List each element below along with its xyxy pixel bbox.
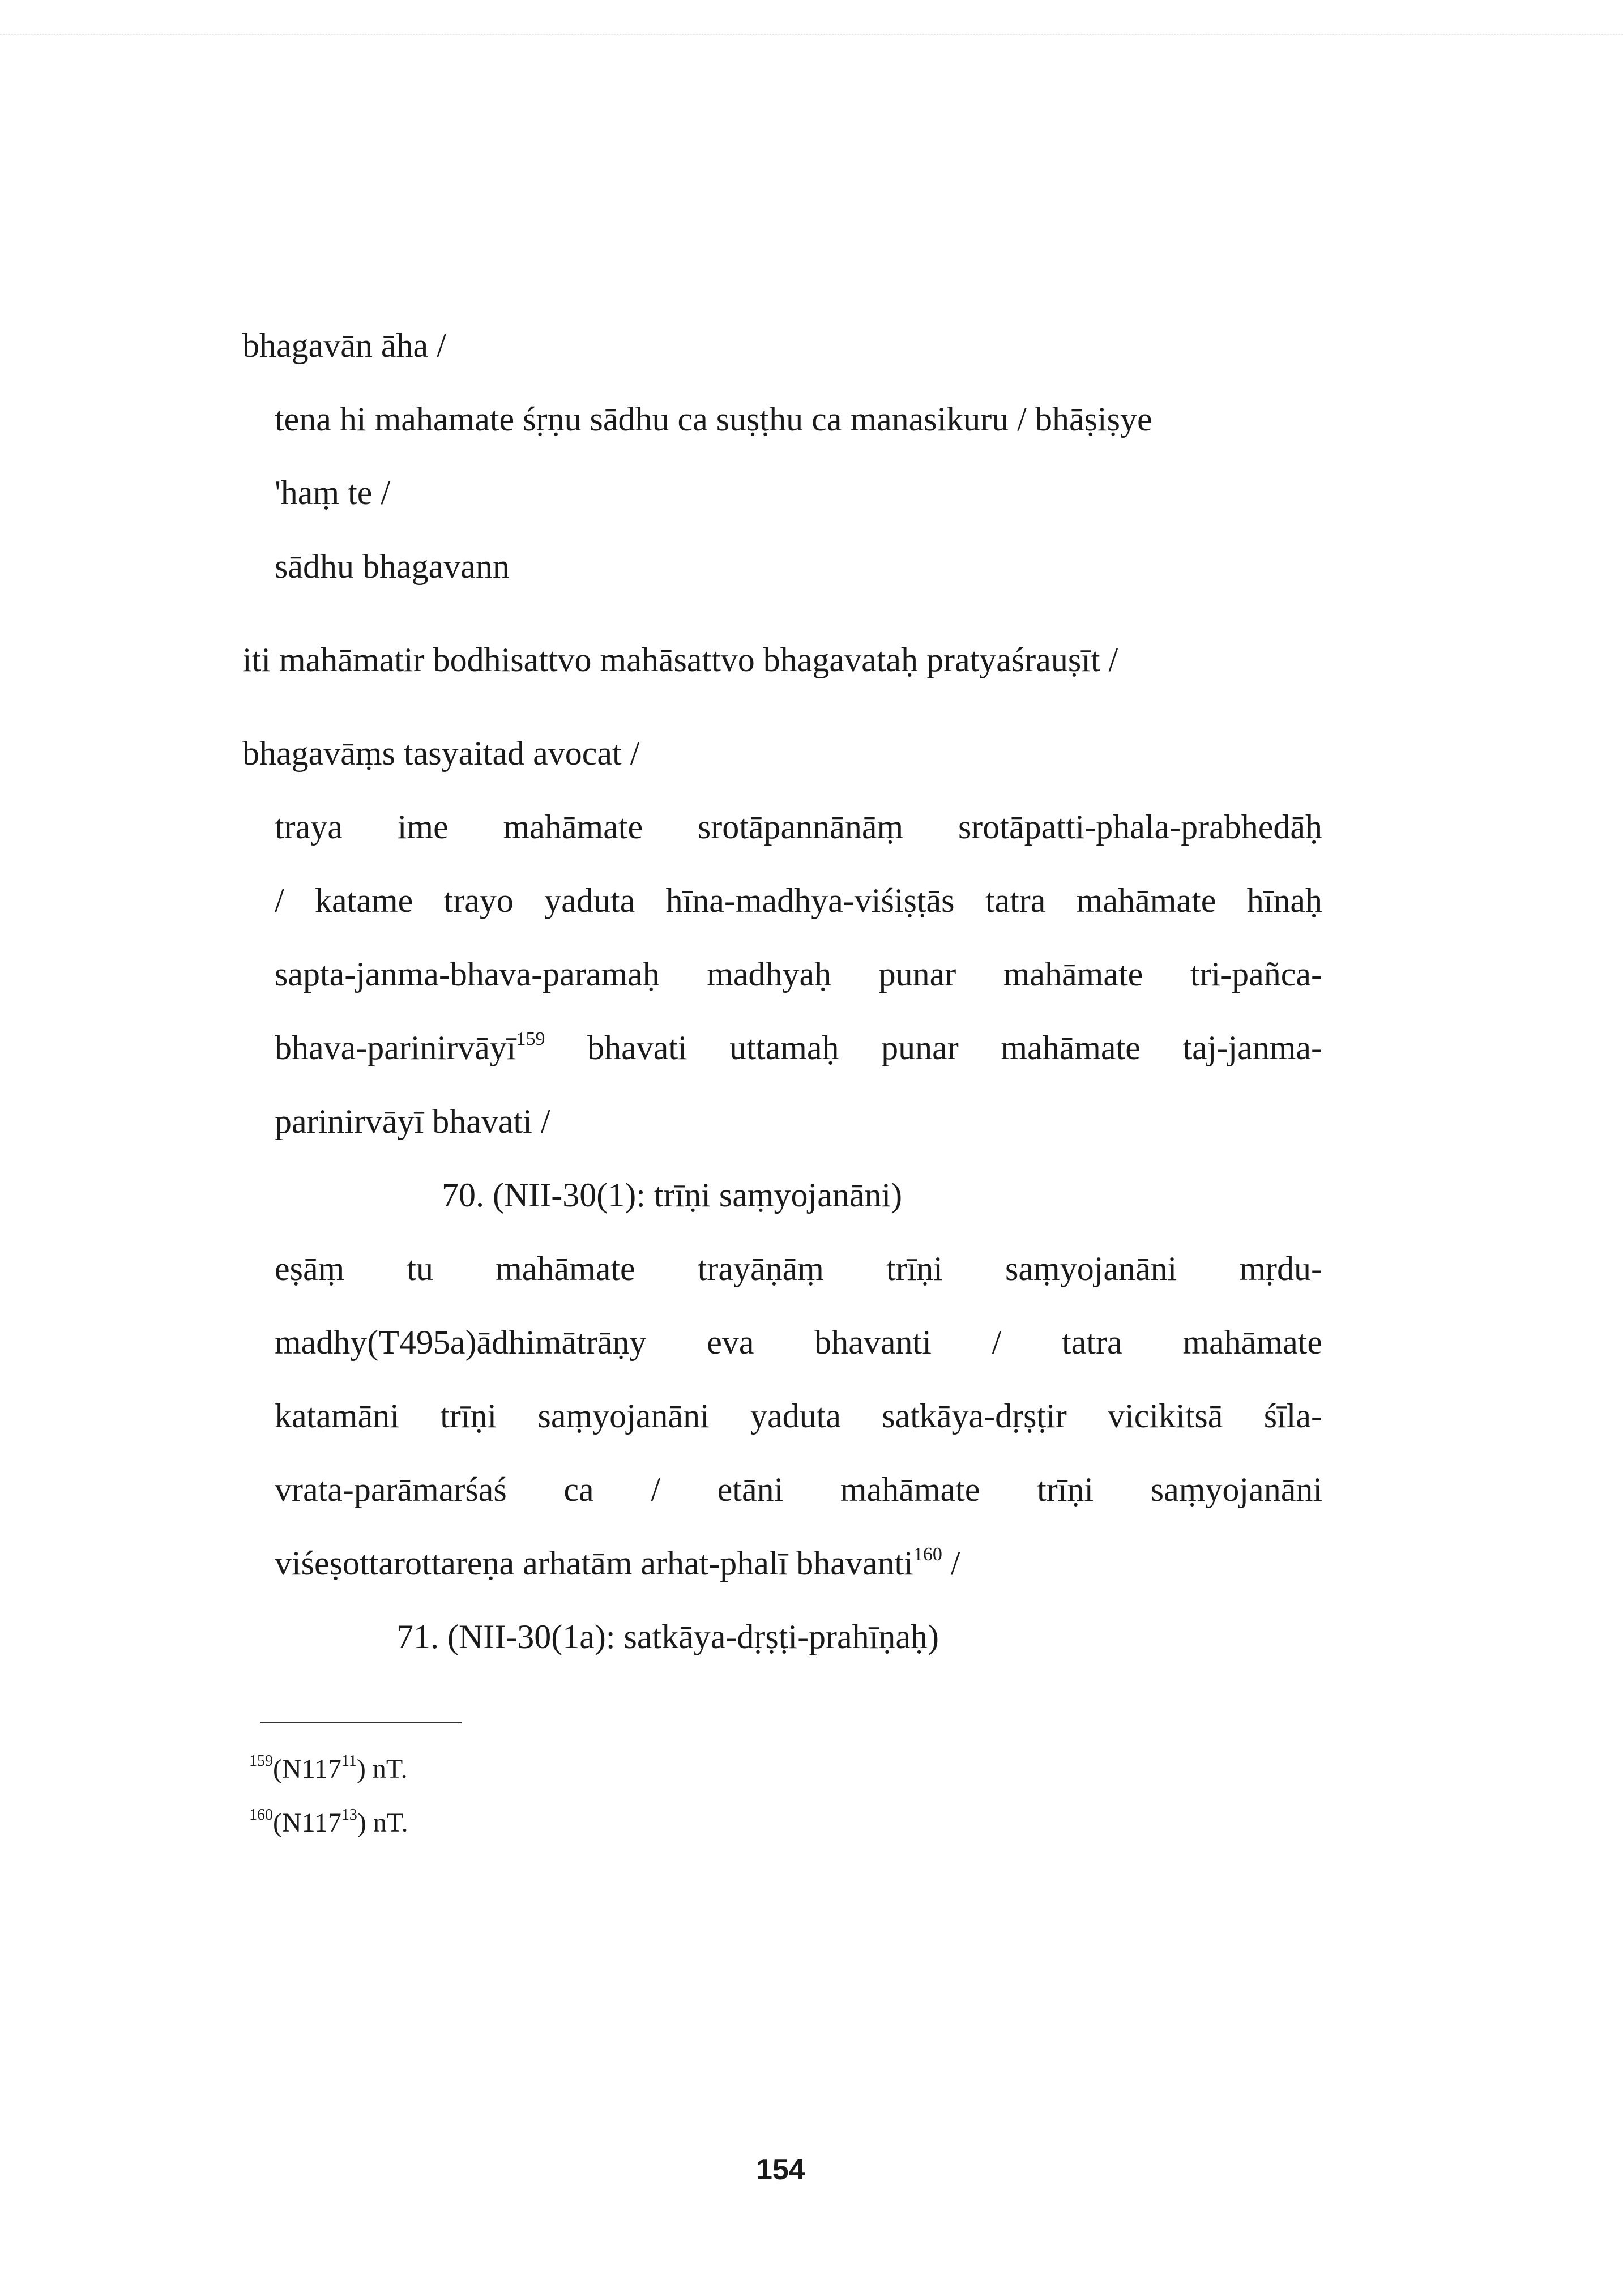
footnote-number: 160 <box>249 1806 273 1824</box>
footnote-marker[interactable]: 160 <box>913 1544 942 1565</box>
text-line <box>275 1028 1322 1066</box>
text-line: vrata-parāmarśaś ca / etāni mahāmate trīṇi saṃyojanāni <box>275 1471 1322 1508</box>
text-line: sapta-janma-bhava-paramaḥ madhyaḥ punar mahāmate tri-pañca- <box>275 955 1322 993</box>
footnote-text: (N117 <box>273 1808 341 1838</box>
text-line: 'haṃ te / <box>275 474 391 511</box>
text-span: bhavati uttamaḥ punar mahāmate taj-janma- <box>545 1029 1322 1066</box>
text-line: madhy(T495a)ādhimātrāṇy eva bhavanti / tatra mahāmate <box>275 1324 1322 1361</box>
footnote-superscript: 11 <box>341 1752 357 1770</box>
page-number: 154 <box>756 2153 805 2186</box>
text-line: tena hi mahamate śṛṇu sādhu ca suṣṭhu ca manasikuru / bhāṣiṣye <box>275 400 1152 438</box>
text-line: / katame trayo yaduta hīna-madhya-viśiṣṭās tatra mahāmate hīnaḥ <box>275 882 1322 919</box>
text-span: viśeṣottarottareṇa arhatām arhat-phalī bhavanti <box>275 1544 913 1582</box>
text-span: / <box>942 1544 960 1582</box>
footnote <box>249 1752 408 1784</box>
text-line: bhagavāṃs tasyaitad avocat / <box>242 735 640 772</box>
section-heading: 70. (NII-30(1): trīṇi saṃyojanāni) <box>442 1176 903 1214</box>
text-line: iti mahāmatir bodhisattvo mahāsattvo bhagavataḥ pratyaśrauṣīt / <box>242 641 1118 678</box>
footnote-text: ) nT. <box>357 1808 408 1838</box>
text-line <box>275 1546 960 1580</box>
footnote-superscript: 13 <box>341 1806 357 1824</box>
section-heading: 71. (NII-30(1a): satkāya-dṛṣṭi-prahīṇaḥ) <box>396 1618 939 1655</box>
footnote-rule <box>260 1722 462 1723</box>
text-line: katamāni trīṇi saṃyojanāni yaduta satkāya-dṛṣṭir vicikitsā śīla- <box>275 1397 1322 1435</box>
footnote-number: 159 <box>249 1752 273 1770</box>
text-line: parinirvāyī bhavati / <box>275 1103 550 1140</box>
footnote-marker[interactable]: 159 <box>516 1028 545 1049</box>
scan-edge <box>0 0 1623 35</box>
footnote-text: ) nT. <box>356 1754 408 1784</box>
text-line: eṣāṃ tu mahāmate trayāṇāṃ trīṇi saṃyojanāni mṛdu- <box>275 1250 1322 1287</box>
text-line: bhagavān āha / <box>242 327 446 364</box>
footnote <box>249 1806 408 1838</box>
text-span: bhava-parinirvāyī <box>275 1029 516 1066</box>
text-line: sādhu bhagavann <box>275 548 510 585</box>
footnote-text: (N117 <box>273 1754 341 1784</box>
text-line: traya ime mahāmate srotāpannānāṃ srotāpatti-phala-prabhedāḥ <box>275 808 1322 846</box>
